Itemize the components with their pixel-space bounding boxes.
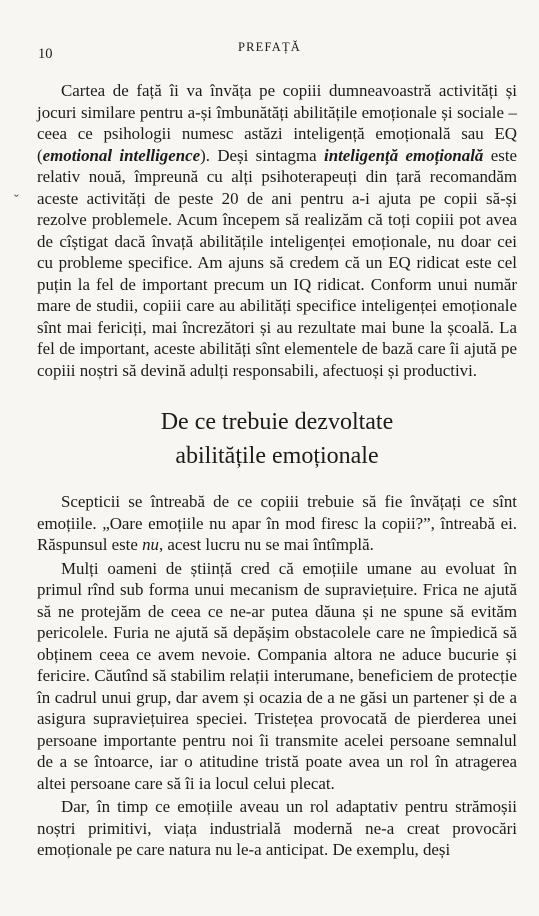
intro-text-3: este relativ nouă, împreună cu alți psihoterapeuți din țară recomandăm aceste activități de peste 20 de ani pentru a-i ajuta pe copii să-și rezolve problemele. Acum începem să realizăm că toți copiii pot avea de cîștigat dacă învață abilitățile inteligenței emoționale, nu doar cei cu probleme specifice. Am ajuns să credem că un EQ ridicat este cel puțin la fel de important precum un IQ ridicat. Conform unui număr mare de studii, copiii care au abilități specifice inteligenței emoționale sînt mai fericiți, mai încrezători și au rezultate mai bune la școală. La fel de important, aceste abilități sînt elementele de bază care îi ajută pe copiii noștri să devină adulți responsabili, afectuoși și productivi. — [37, 145, 518, 380]
section-heading-line-2: abilitățile emoționale — [175, 443, 379, 469]
intro-term-english: emotional intelligence — [42, 145, 201, 165]
running-header: PREFAȚĂ — [237, 40, 302, 54]
section-paragraph-2: Mulți oameni de știință cred că emoțiile umane au evoluat în primul rînd sub forma unui mecanism de supraviețuire. Frica ne ajută să ne protejăm de ceea ce ne-ar putea dăuna și ne spune să evităm pericolele. Furia ne ajută să depășim obstacolele care ne împiedică să obținem ceea ce avem nevoie. Compania altora ne aduce bucurie și fericire. Căutînd să stabilim relații interumane, beneficiem de protecție în cadrul unui grup, dar avem și ocazia de a ne găsi un partener și de a asigura supraviețuirea speciei. Tristețea provocată de pierderea unei persoane importante pentru noi îi transmite acelei persoane semnalul de a se întoarce, iar o atitudine tristă poate avea un rol în atragerea altei persoane care să îi ia locul celui plecat. — [37, 558, 517, 793]
section-paragraph-1-emph: nu — [142, 535, 159, 554]
section-paragraph-1 — [37, 491, 517, 556]
margin-mark: ˇ — [14, 193, 19, 208]
section-paragraph-3: Dar, în timp ce emoțiile aveau un rol adaptativ pentru strămoșii noștri primitivi, viața industrială modernă ne-a creat provocări emoționale pe care natura nu le-a anticipat. De exemplu, deși — [37, 797, 517, 859]
intro-text-1: Cartea de față îi va învăța pe copiii dumneavoastră activități și jocuri similare pentru a-și îmbunătăți abilitățile emoționale și sociale – ceea ce psihologii numesc astăzi inteligență emoțională sau EQ ( — [37, 81, 517, 165]
section-heading — [37, 405, 517, 473]
intro-text-2: ). Deși sintagma — [200, 145, 324, 165]
section-paragraph-1-after: , acest lucru nu se mai întîmplă. — [158, 535, 374, 554]
section-paragraph-1-before: Scepticii se întreabă de ce copiii trebuie să fie învățați ce sînt emoțiile. „Oare emoțiile nu apar în mod firesc la copii?”, întreabă ei. Răspunsul este — [37, 492, 517, 554]
page-body — [37, 80, 517, 861]
page-number: 10 — [38, 46, 53, 62]
intro-term-romanian: inteligență emoțională — [324, 145, 484, 165]
intro-paragraph — [37, 80, 517, 381]
section-heading-line-1: De ce trebuie dezvoltate — [160, 409, 394, 435]
